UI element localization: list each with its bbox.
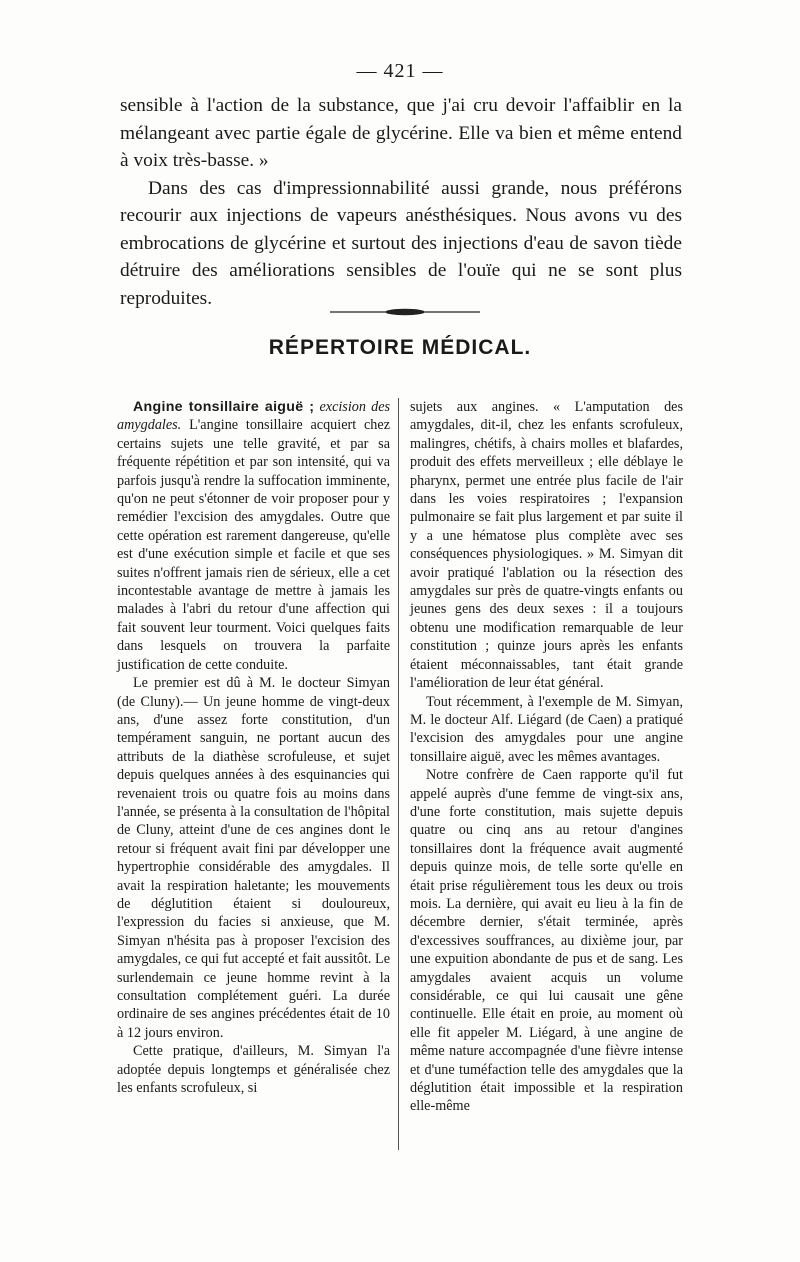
entry-paragraph-3: Cette pratique, d'ailleurs, M. Simyan l'a adoptée depuis longtemps et généralisée chez les enfants scrofuleux, si (117, 1043, 390, 1097)
right-column (410, 398, 683, 1116)
ornament-divider (330, 307, 480, 317)
section-heading: RÉPERTOIRE MÉDICAL. (268, 336, 532, 359)
page-number: — 421 — (356, 60, 444, 82)
right-paragraph-3: Notre confrère de Caen rapporte qu'il fut appelé auprès d'une femme de vingt-six ans, d'une forte constitution, mais sujette depuis quatre ou cinq ans au retour d'angines tonsillaires dont la fréquence avait augmenté depuis quinze mois, de telle sorte qu'elle en était prise régulièrement tous les deux ou trois mois. La dernière, qui avait eu lieu à la fin de décembre dernier, s'était terminée, après d'excessives souffrances, au dixième jour, par une expuition abondante de pus et de sang. Les amygdales avaient acquis un volume considérable, ce qui lui causait une gêne continuelle. Elle était en proie, au moment où elle fit appeler M. Liégard, à une angine de même nature accompagnée d'une fièvre intense et d'une tuméfaction telle des amygdales que la déglutition était impossible et la respiration elle-même (410, 767, 683, 1115)
entry-paragraph-2: Le premier est dû à M. le docteur Simyan (de Cluny).— Un jeune homme de vingt-deux ans, d'une assez forte constitution, d'un tempérament sanguin, ne portant aucun des attributs de la diathèse scrofuleuse, et sujet depuis quelques années à des esquinancies qui revenaient trois ou quatre fois au moins dans l'année, se présenta à la consultation de l'hôpital de Cluny, atteint d'une de ces angines dont le retour si fréquent avait fini par développer une hypertrophie considérable des amygdales. Il avait la respiration haletante; les mouvements de déglutition étaient si douloureux, l'expression du facies si anxieuse, que M. Simyan n'hésita pas à proposer l'excision des amygdales, ce qui fut accepté et fait aussitôt. Le surlendemain ce jeune homme revint à la consultation complétement guéri. La durée ordinaire de ses angines précédentes était de 10 à 12 jours environ. (117, 675, 390, 1041)
right-paragraph-1: sujets aux angines. « L'amputation des amygdales, dit-il, chez les enfants scrofuleux, malingres, chétifs, à chairs molles et blafardes, produit des effets merveilleux ; elle déblaye le pharynx, permet une entrée plus facile de l'air dans les voies respiratoires ; l'expansion pulmonaire se fait plus largement et par suite il y a une hématose plus complète avec ses conséquences physiologiques. » M. Simyan dit avoir pratiqué l'ablation ou la résection des amygdales sur près de quatre-vingts enfants ou jeunes gens des deux sexes : il a toujours obtenu une modification remarquable de leur constitution ; quinze jours après les enfants étaient méconnaissables, tant était grande l'amélioration de leur état général. (410, 399, 683, 692)
entry-subtitle: excision des amygdales. (117, 399, 391, 434)
intro-paragraph-2: Dans des cas d'impressionnabilité aussi grande, nous préférons recourir aux injections de vapeurs anésthésiques. Nous avons vu des embrocations de glycérine et surtout des injections d'eau de savon tiède détruire des améliorations sensibles de l'ouïe qui ne se sont plus reproduites. (120, 177, 682, 309)
entry-title: Angine tonsillaire aiguë ; (133, 399, 315, 415)
entry-paragraph-1 (117, 398, 390, 674)
right-paragraph-2: Tout récemment, à l'exemple de M. Simyan, M. le docteur Alf. Liégard (de Caen) a pratiqué l'excision des amygdales pour une angine tonsillaire aiguë, avec les mêmes avantages. (410, 693, 683, 765)
column-divider (398, 398, 399, 1150)
left-column (117, 398, 390, 1097)
entry-paragraph-1-text: L'angine tonsillaire acquiert chez certains sujets une telle gravité, et par sa fréquente répétition et par son intensité, qui va parfois jusqu'à rendre la suffocation imminente, qu'on ne peut s'étonner de voir proposer pour y remédier l'excision des amygdales. Outre que cette opération est rarement dangereuse, qu'elle est d'une exécution simple et facile et que ses suites n'offrent jamais rien de sérieux, elle a cet incontestable avantage de mettre à jamais les malades à l'abri du retour d'une affection qui fait souvent leur tourment. Voici quelques faits dans lesquels on trouvera la parfaite justification de cette conduite. (117, 417, 390, 673)
intro-paragraph-1: sensible à l'action de la substance, que j'ai cru devoir l'affaiblir en la mélangeant avec partie égale de glycérine. Elle va bien et même entend à voix très-basse. » (120, 95, 682, 171)
intro-text (120, 92, 682, 312)
